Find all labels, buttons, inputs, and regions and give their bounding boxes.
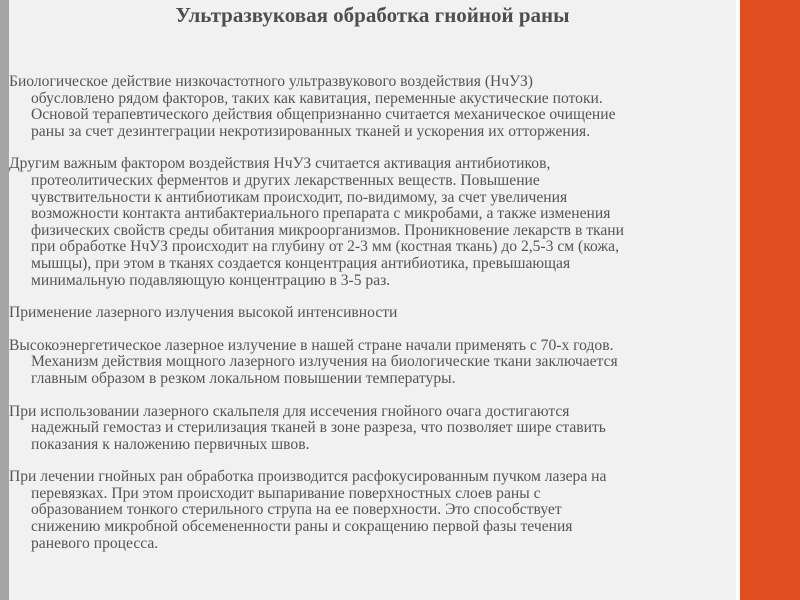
paragraph-laser-scalpel: При использовании лазерного скальпеля для иссечения гнойного очага достигаются надежный гемостаз и стерилизация тканей в зоне разреза, что позволяет шире ставить показания к наложению первичных швов. xyxy=(9,402,606,453)
subheading-laser: Применение лазерного излучения высокой интенсивности xyxy=(9,304,398,322)
slide-title: Ультразвуковая обработка гнойной раны xyxy=(175,3,570,27)
paragraph-laser-treatment: При лечении гнойных ран обработка производится расфокусированным пучком лазера на перевязках. При этом происходит выпаривание поверхностных слоев раны с образованием тонкого стерильного струпа на ее поверхности. Это способствует снижению микробной обсемененности раны и сокращению первой фазы течения раневого процесса. xyxy=(9,468,607,552)
left-decor-bar xyxy=(0,0,9,600)
paragraph-ultrasound-mechanism: Биологическое действие низкочастотного ультразвукового воздействия (НчУЗ) обусловлено рядом факторов, таких как кавитация, переменные акустические потоки. Основой терапевтического действия общепризнанно считается механическое очищение раны за счет дезинтеграции некротизированных тканей и ускорения их отторжения. xyxy=(9,73,616,140)
paragraph-laser-mechanism: Высокоэнергетическое лазерное излучение в нашей стране начали применять с 70-х годов. Механизм действия мощного лазерного излучения на биологические ткани заключается главным образом в резком локальном повышении температуры. xyxy=(9,336,618,387)
paragraph-antibiotic-activation: Другим важным фактором воздействия НчУЗ считается активация антибиотиков, протеолитических ферментов и других лекарственных веществ. Повышение чувствительности к антибиотикам происходит, по-видимому, за счет увеличения возможности контакта антибактериального препарата с микробами, а также изменения физических свойств среды обитания микроорганизмов. Проникновение лекарств в ткани при обработке НчУЗ происходит на глубину от 2-3 мм (костная ткань) до 2,5-3 см (кожа, мышцы), при этом в тканях создается концентрация антибиотика, превышающая минимальную подавляющую концентрацию в 3-5 раз. xyxy=(9,155,624,289)
slide-body xyxy=(9,74,787,568)
